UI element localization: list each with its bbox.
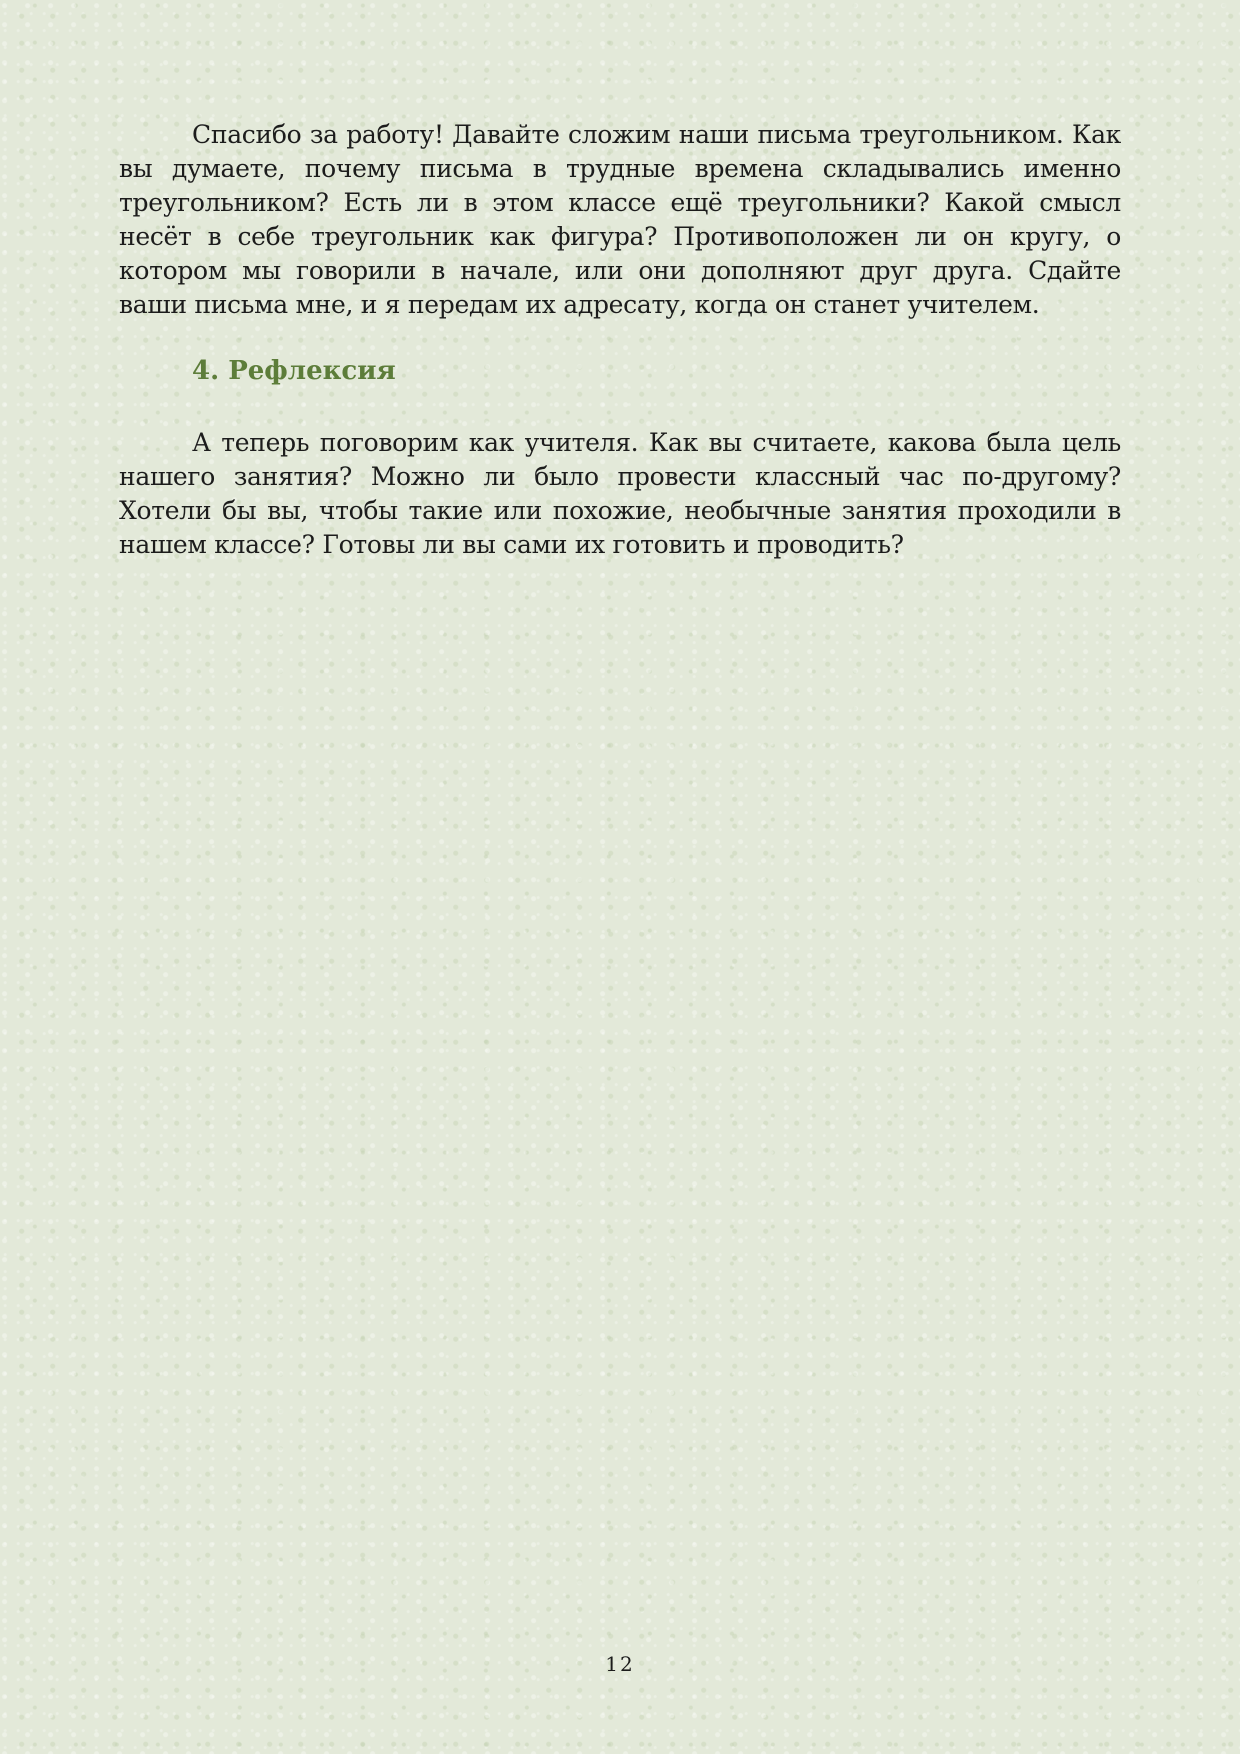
paragraph-reflection: А теперь поговорим как учителя. Как вы считаете, какова была цель нашего занятия? Можно ли было провести классный час по-другому? Хотели бы вы, чтобы такие или похожие, необычные занятия проходили в нашем классе? Готовы ли вы сами их готовить и проводить? (119, 428, 1121, 559)
section-heading-reflection: 4. Рефлексия (192, 356, 396, 386)
page-number: 12 (605, 1652, 635, 1676)
paragraph-closing-letters: Спасибо за работу! Давайте сложим наши письма треугольником. Как вы думаете, почему письма в трудные времена складывались именно треугольником? Есть ли в этом классе ещё треугольники? Какой смысл несёт в себе треугольник как фигура? Противоположен ли он кругу, о котором мы говорили в начале, или они дополняют друг друга. Сдайте ваши письма мне, и я передам их адресату, когда он станет учителем. (119, 120, 1121, 319)
